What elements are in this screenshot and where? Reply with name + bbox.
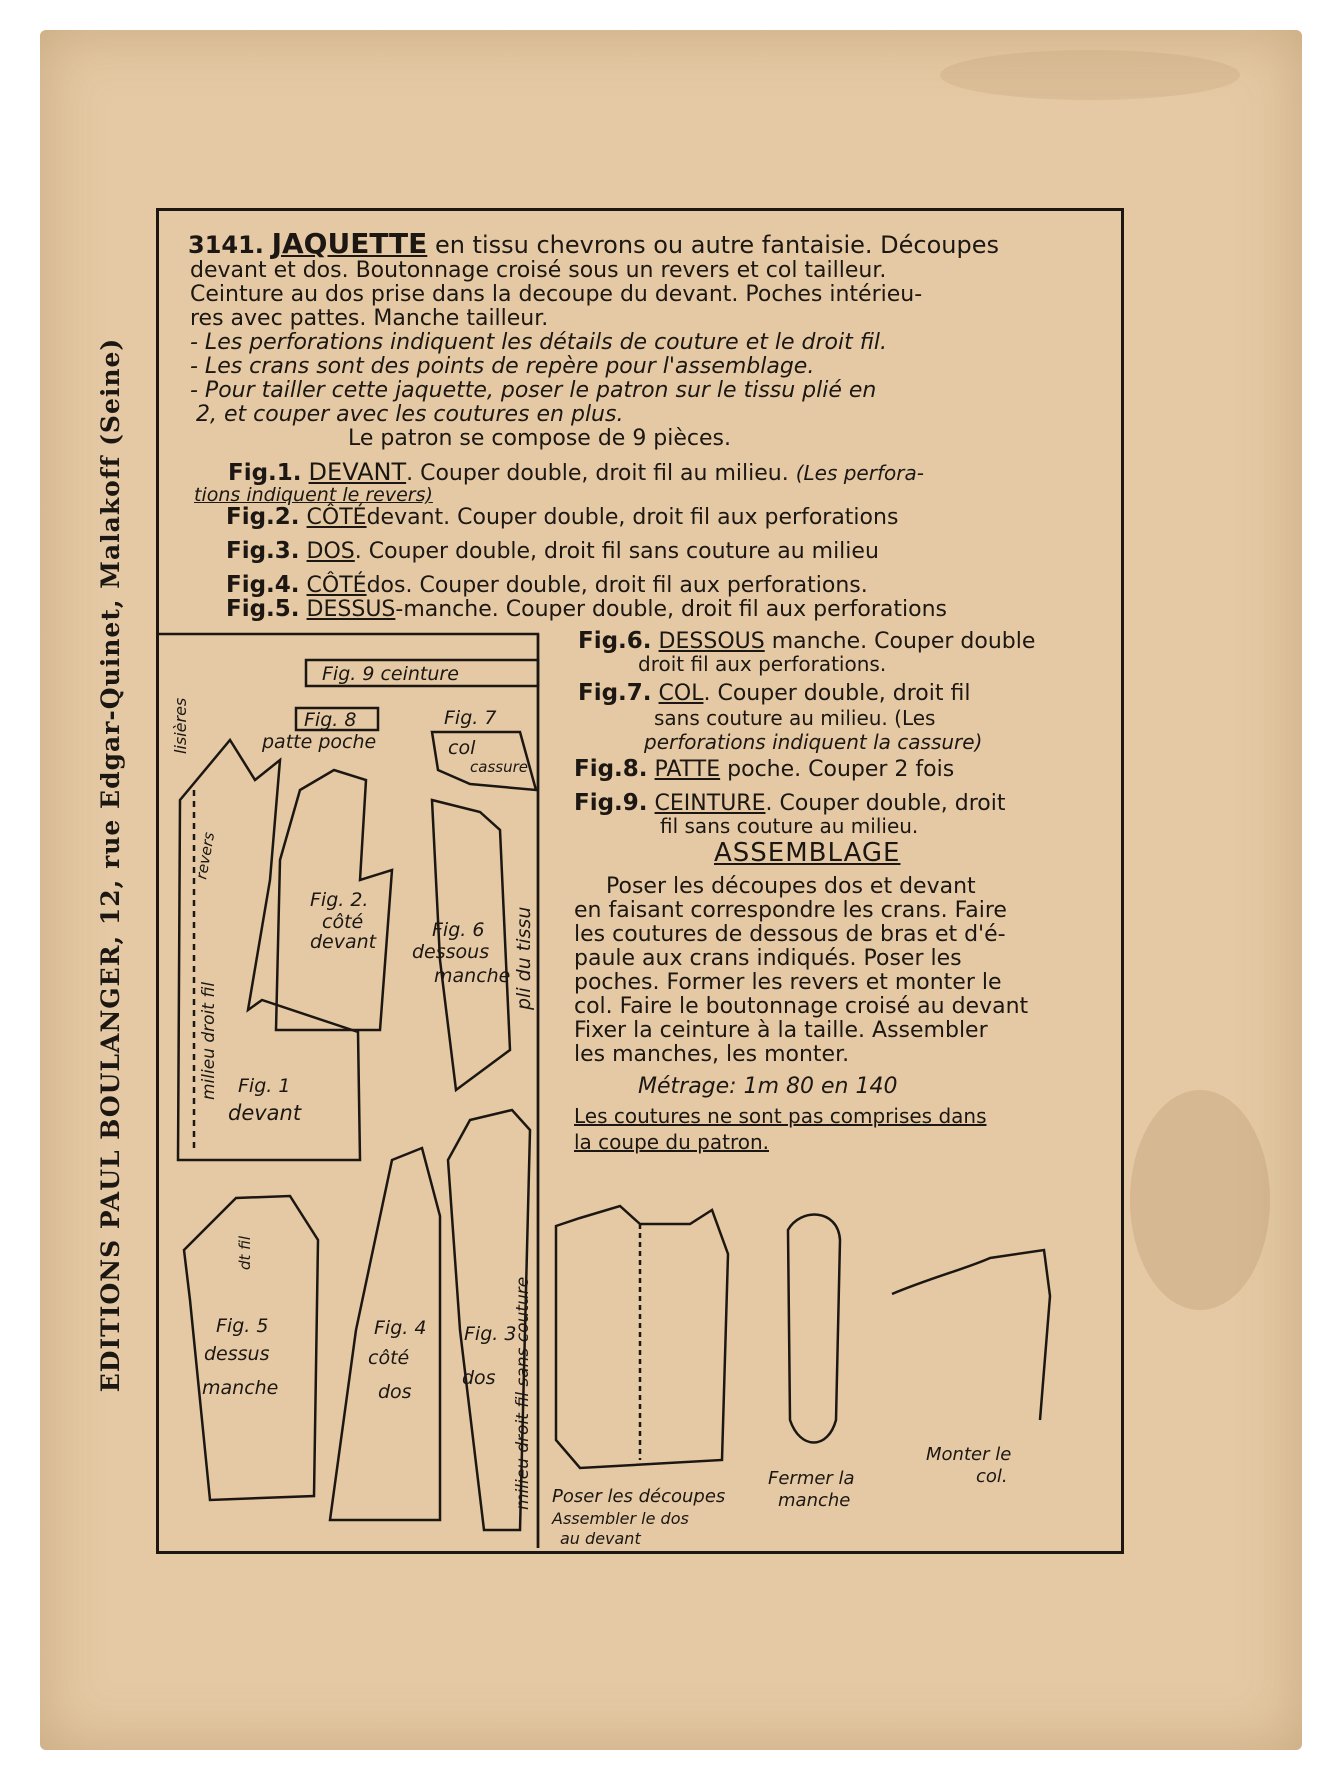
fig-number: Fig.9. [574, 790, 648, 816]
fig-number: Fig.8. [574, 756, 648, 782]
fig-number: Fig.4. [226, 572, 300, 598]
desc-line: Ceinture au dos prise dans la decoupe du devant. Poches intérieu- [190, 282, 923, 307]
desc-line: res avec pattes. Manche tailleur. [190, 306, 549, 331]
label: pli du tissu [513, 906, 535, 1010]
label: dessus [204, 1343, 270, 1365]
sleeve-illustration [788, 1215, 840, 1443]
assemblage-line: les manches, les monter. [574, 1042, 850, 1067]
caption: Monter le [926, 1444, 1012, 1465]
label: milieu droit fil sans couture [513, 1276, 533, 1510]
fig-name: DESSOUS [658, 629, 765, 654]
fig-text: poche. Couper 2 fois [727, 757, 955, 782]
fig-name: CÔTÉ [306, 505, 367, 530]
assemblage-line: en faisant correspondre les crans. Faire [574, 898, 1007, 923]
label: Fig. 4 [374, 1317, 427, 1339]
label: dos [462, 1367, 496, 1389]
assemblage-line: col. Faire le boutonnage croisé au devant [574, 994, 1029, 1019]
label: devant [310, 931, 377, 953]
label: côté [368, 1347, 410, 1369]
label: dos [378, 1381, 412, 1403]
fig-extra: (Les perfora- [795, 461, 924, 485]
desc-line: devant et dos. Boutonnage croisé sous un revers et col tailleur. [190, 258, 887, 283]
caption: Poser les découpes [552, 1486, 726, 1507]
note-line: - Les perforations indiquent les détails de couture et le droit fil. [190, 330, 888, 355]
fig-text: devant. Couper double, droit fil aux perforations [366, 505, 899, 530]
label: Fig. 9 ceinture [322, 663, 459, 685]
fig-text: dos. Couper double, droit fil aux perforations. [366, 573, 868, 598]
label: Fig. 6 [432, 919, 485, 941]
label: manche [434, 965, 511, 987]
caption: Fermer la [768, 1468, 855, 1489]
fig-number: Fig.2. [226, 504, 300, 530]
label: côté [322, 911, 364, 933]
coutures-note: la coupe du patron. [574, 1130, 770, 1154]
label: dessous [412, 941, 490, 963]
label: dt fil [236, 1235, 254, 1270]
fig-text: . Couper double, droit fil [703, 681, 971, 706]
assemblage-line: Fixer la ceinture à la taille. Assembler [574, 1018, 988, 1043]
note-line: 2, et couper avec les coutures en plus. [196, 402, 624, 427]
jacket-body-illustration [556, 1206, 728, 1468]
fig-name: CEINTURE [654, 791, 766, 816]
metrage: Métrage: 1m 80 en 140 [638, 1074, 898, 1099]
fig-extra: perforations indiquent la cassure) [644, 730, 983, 754]
label: Fig. 3 [464, 1323, 517, 1345]
assemblage-line: les coutures de dessous de bras et d'é- [574, 922, 1006, 947]
caption: col. [976, 1466, 1008, 1487]
assemblage-line: poches. Former les revers et monter le [574, 970, 1002, 995]
label: milieu droit fil [199, 981, 219, 1100]
fig-name: CÔTÉ [306, 573, 367, 598]
assemblage-title: ASSEMBLAGE [714, 838, 901, 868]
assemblage-line: Poser les découpes dos et devant [606, 874, 976, 899]
fig-extra: sans couture au milieu. (Les [654, 706, 936, 730]
fig-number: Fig.1. [228, 460, 302, 486]
fig-name: DESSUS [306, 597, 396, 622]
label: Fig. 7 [444, 707, 497, 729]
pieces-count: Le patron se compose de 9 pièces. [348, 426, 732, 451]
fig-number: Fig.7. [578, 680, 652, 706]
label: col [448, 737, 476, 759]
fig-text: . Couper double, droit [765, 791, 1006, 816]
label: lisières [171, 697, 190, 754]
fig-name: PATTE [654, 757, 721, 782]
collar-illustration [892, 1250, 1050, 1420]
fig-text: -manche. Couper double, droit fil aux perforations [395, 597, 948, 622]
label: Fig. 5 [216, 1315, 269, 1337]
fig-extra: fil sans couture au milieu. [660, 814, 919, 838]
assemblage-line: paule aux crans indiqués. Poser les [574, 946, 962, 971]
pattern-number: 3141. [188, 231, 264, 259]
coutures-note: Les coutures ne sont pas comprises dans [574, 1104, 987, 1128]
caption: au devant [560, 1529, 641, 1548]
label: cassure [470, 758, 528, 776]
fig-number: Fig.6. [578, 628, 652, 654]
desc-line: en tissu chevrons ou autre fantaisie. Découpes [434, 231, 999, 259]
publisher-imprint: EDITIONS PAUL BOULANGER, 12, rue Edgar-Quinet, Malakoff (Seine) [96, 337, 125, 1393]
fig-number: Fig.5. [226, 596, 300, 622]
fig-name: DOS [306, 539, 355, 564]
fig-name: COL [658, 681, 704, 706]
label: revers [192, 830, 219, 881]
fig-number: Fig.3. [226, 538, 300, 564]
caption: Assembler le dos [552, 1509, 689, 1528]
label: manche [202, 1377, 279, 1399]
label: Fig. 8 [304, 709, 357, 731]
fig-name: DEVANT [308, 458, 407, 486]
pattern-title: JAQUETTE [271, 227, 428, 260]
note-line: - Les crans sont des points de repère pour l'assemblage. [190, 354, 815, 379]
fig-extra: tions indiquent le revers) [194, 484, 433, 506]
label: Fig. 1 [238, 1075, 291, 1097]
caption: manche [778, 1490, 851, 1511]
label: patte poche [262, 731, 377, 753]
label: devant [228, 1101, 302, 1125]
note-line: - Pour tailler cette jaquette, poser le patron sur le tissu plié en [190, 378, 877, 403]
fig-text: . Couper double, droit fil au milieu. [406, 461, 789, 486]
fig-text: manche. Couper double [771, 629, 1036, 654]
label: Fig. 2. [310, 889, 369, 911]
fig-text: . Couper double, droit fil sans couture au milieu [354, 539, 879, 564]
fig-extra: droit fil aux perforations. [638, 652, 887, 676]
